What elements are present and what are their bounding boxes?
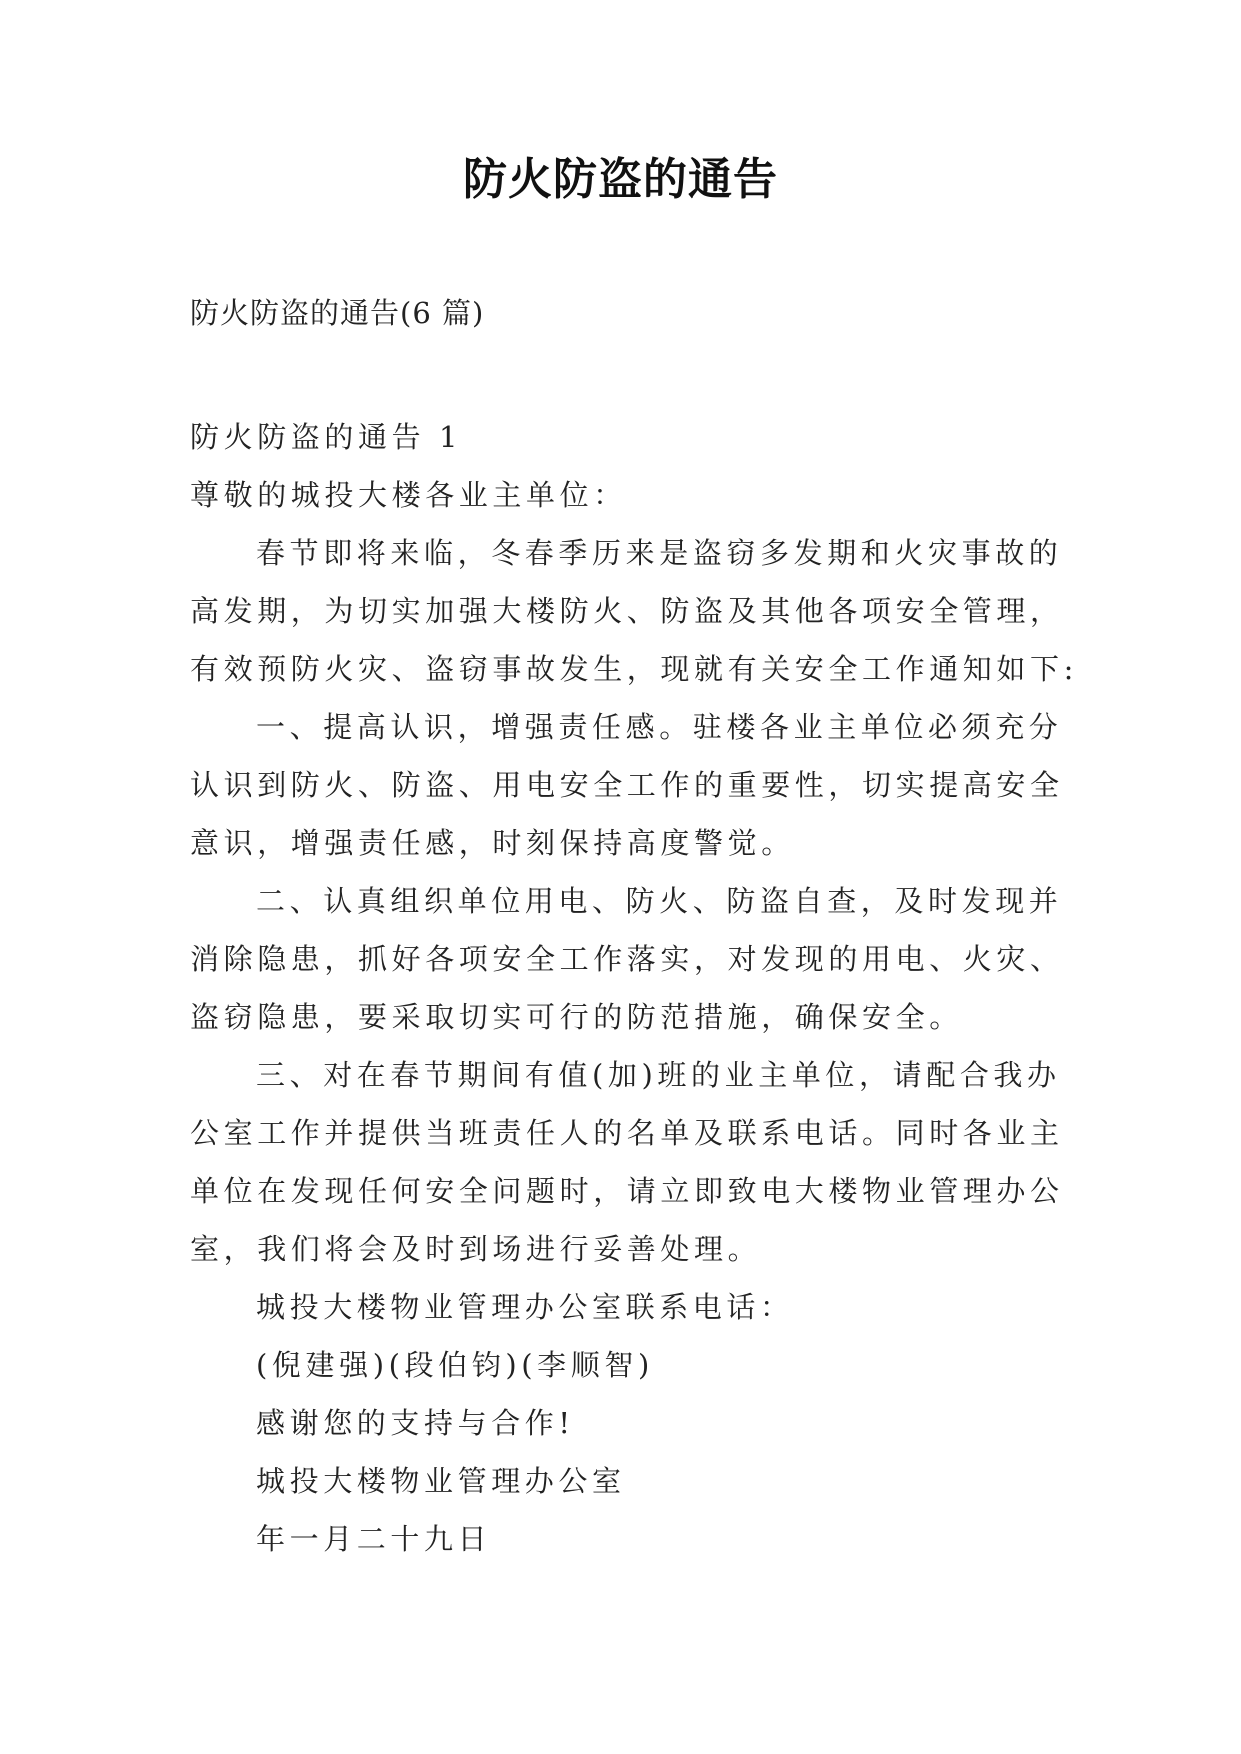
paragraph-line: 盗窃隐患，要采取切实可行的防范措施，确保安全。 bbox=[190, 1000, 963, 1034]
paragraph-line: 认识到防火、防盗、用电安全工作的重要性，切实提高安全 bbox=[190, 768, 1064, 802]
document-title: 防火防盗的通告 bbox=[463, 154, 778, 205]
salutation: 尊敬的城投大楼各业主单位： bbox=[190, 478, 627, 512]
paragraph-line: 意识，增强责任感，时刻保持高度警觉。 bbox=[190, 826, 795, 860]
signature-date: 年一月二十九日 bbox=[256, 1522, 492, 1556]
paragraph-line: 室，我们将会及时到场进行妥善处理。 bbox=[190, 1232, 762, 1266]
paragraph-line: 消除隐患，抓好各项安全工作落实，对发现的用电、火灾、 bbox=[190, 942, 1064, 976]
paragraph-line: 一、提高认识，增强责任感。驻楼各业主单位必须充分 bbox=[256, 710, 1063, 744]
contact-heading: 城投大楼物业管理办公室联系电话： bbox=[256, 1290, 794, 1324]
paragraph-line: 有效预防火灾、盗窃事故发生，现就有关安全工作通知如下: bbox=[190, 652, 1078, 686]
paragraph-line: 单位在发现任何安全问题时，请立即致电大楼物业管理办公 bbox=[190, 1174, 1064, 1208]
document-body bbox=[190, 408, 1080, 1568]
contact-names: (倪建强)(段伯钧)(李顺智) bbox=[256, 1348, 654, 1382]
paragraph-line: 高发期，为切实加强大楼防火、防盗及其他各项安全管理， bbox=[190, 594, 1064, 628]
thanks-line: 感谢您的支持与合作! bbox=[256, 1406, 575, 1440]
paragraph-line: 三、对在春节期间有值(加)班的业主单位，请配合我办 bbox=[256, 1058, 1061, 1092]
document-subtitle: 防火防盗的通告(6 篇) bbox=[190, 296, 485, 330]
paragraph-line: 春节即将来临，冬春季历来是盗窃多发期和火灾事故的 bbox=[256, 536, 1063, 570]
paragraph-line: 公室工作并提供当班责任人的名单及联系电话。同时各业主 bbox=[190, 1116, 1064, 1150]
signature-office: 城投大楼物业管理办公室 bbox=[256, 1464, 626, 1498]
section-heading: 防火防盗的通告 1 bbox=[190, 420, 463, 454]
paragraph-line: 二、认真组织单位用电、防火、防盗自查，及时发现并 bbox=[256, 884, 1063, 918]
